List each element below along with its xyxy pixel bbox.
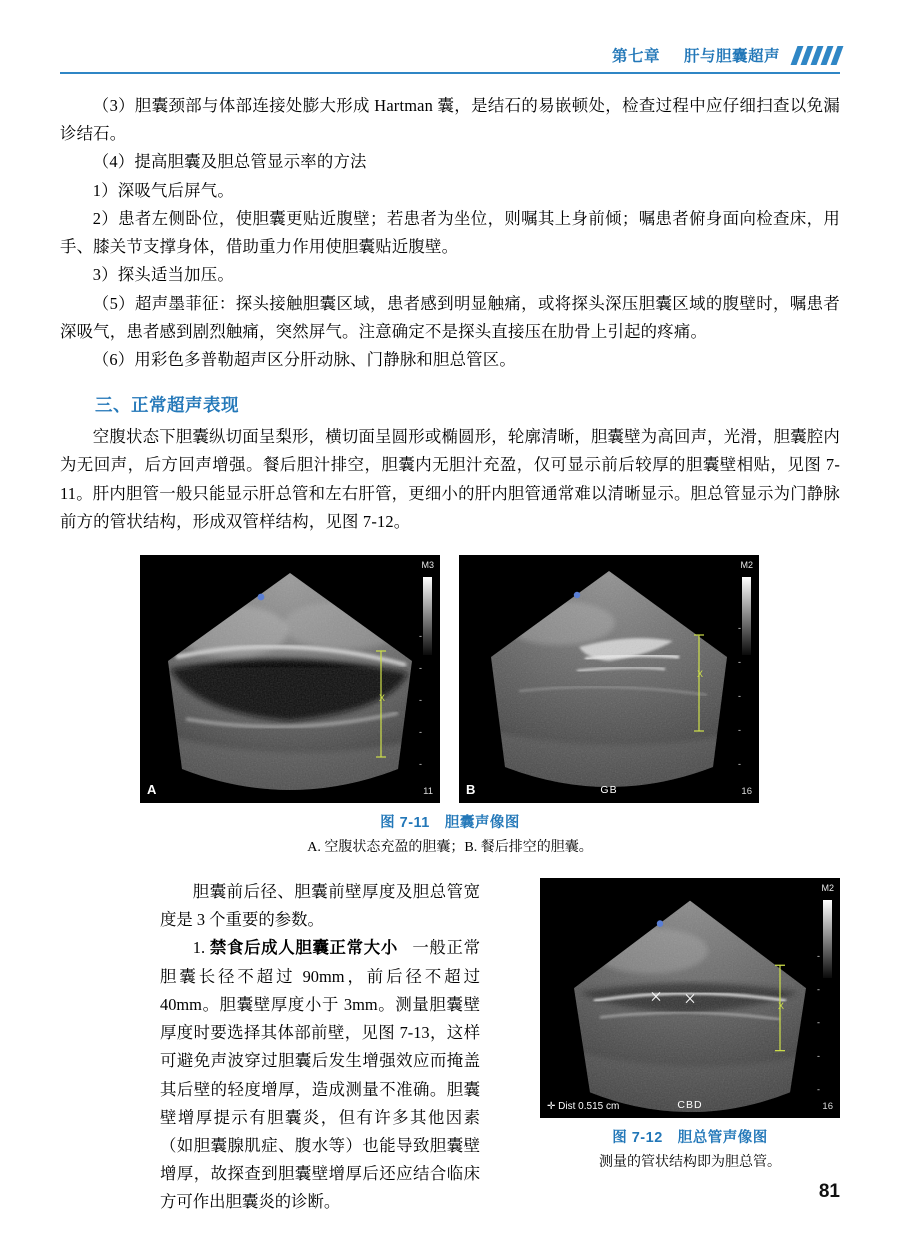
panel-b-anatomy-label: GB xyxy=(600,784,618,796)
grayscale-bar-b xyxy=(742,577,751,655)
ultrasound-render-c xyxy=(540,884,840,1118)
svg-text:-: - xyxy=(817,1084,820,1095)
paragraph-4-1: 1）深吸气后屏气。 xyxy=(92,180,234,200)
svg-text:-: - xyxy=(738,759,741,769)
ultrasound-render-b xyxy=(459,561,759,803)
item-body: 一般正常胆囊长径不超过 90mm，前后径不超过 40mm。胆囊壁厚度小于 3mm。测量胆囊壁厚度时要选择其体部前壁，见图 7-13，这样可避免声波穿过胆囊后发生增强效应而掩盖其后壁的轻度增厚，造成测量不准确。胆囊壁增厚提示有胆囊炎，但有许多其他因素（如胆囊腺肌症、腹水等）也能导致胆囊壁增厚，故探查到胆囊壁增厚后还应结合临床方可作出胆囊炎的诊断。 xyxy=(160,938,481,1212)
paragraph-3: （3）胆囊颈部与体部连接处膨大形成 Hartman 囊，是结石的易嵌顿处，检查过程中应仔细扫查以免漏诊结石。 xyxy=(60,96,840,144)
svg-text:-: - xyxy=(817,1050,820,1062)
figure-7-12-subcaption: 测量的管状结构即为胆总管。 xyxy=(599,1155,781,1170)
panel-a-label: A xyxy=(147,782,157,797)
svg-text:-: - xyxy=(419,727,422,737)
paragraph-4: （4）提高胆囊及胆总管显示率的方法 xyxy=(92,152,367,172)
svg-text:-: - xyxy=(419,631,422,641)
ultrasound-render-a xyxy=(140,561,440,803)
lower-left-text xyxy=(160,878,480,1217)
svg-text:-: - xyxy=(738,623,741,633)
ultrasound-image-c xyxy=(540,878,840,1118)
header-title: 肝与胆囊超声 xyxy=(683,48,780,65)
item-number: 1. xyxy=(192,938,206,958)
svg-text:-: - xyxy=(817,950,820,962)
panel-c-anatomy-label: CBD xyxy=(677,1099,703,1111)
ultrasound-image-b xyxy=(459,555,759,803)
figure-7-11-subcaption: A. 空腹状态充盈的胆囊；B. 餐后排空的胆囊。 xyxy=(307,840,593,855)
paragraph-6: （6）用彩色多普勒超声区分肝动脉、门静脉和胆总管区。 xyxy=(92,349,516,369)
svg-text:X: X xyxy=(379,693,386,703)
header-stripes-icon xyxy=(791,46,844,65)
paragraph-4-3: 3）探头适当加压。 xyxy=(92,265,234,285)
header-rule xyxy=(60,72,840,74)
svg-text:X: X xyxy=(697,669,704,679)
measurement-cursor-icon: ✛ xyxy=(547,1101,559,1112)
svg-text:X: X xyxy=(778,1000,784,1012)
svg-text:-: - xyxy=(419,695,422,705)
paragraph-4-2: 2）患者左侧卧位，使胆囊更贴近腹壁；若患者为坐位，则嘱其上身前倾；嘱患者俯身面向检查床，用手、膝关节支撑身体，借助重力作用使胆囊贴近腹壁。 xyxy=(60,208,840,257)
lower-item-1 xyxy=(160,934,480,1216)
paragraph-5: （5）超声墨菲征：探头接触胆囊区域，患者感到明显触痛，或将探头深压胆囊区域的腹壁时，嘱患者深吸气，患者感到剧烈触痛，突然屏气。注意确定不是探头直接压在肋骨上引起的疼痛。 xyxy=(60,293,840,341)
section-paragraph: 空腹状态下胆囊纵切面呈梨形，横切面呈圆形或椭圆形，轮廓清晰，胆囊壁为高回声，光滑，胆囊腔内为无回声，后方回声增强。餐后胆汁排空，胆囊内无胆汁充盈，仅可显示前后较厚的胆囊壁相贴，见图 7-11。肝内胆管一般只能显示肝总管和左右肝管，更细小的肝内胆管通常难以清晰显示。胆总管显示为门静脉前方的管状结构，形成双管样结构，见图 7-12。 xyxy=(60,427,840,531)
page-header xyxy=(612,44,840,66)
grayscale-bar-a xyxy=(423,577,432,655)
section-heading: 三、正常超声表现 xyxy=(95,395,239,416)
lower-paragraph-1: 胆囊前后径、胆囊前壁厚度及胆总管宽度是 3 个重要的参数。 xyxy=(160,882,480,930)
svg-text:-: - xyxy=(738,725,741,735)
header-chapter-label: 第七章 xyxy=(611,48,660,65)
svg-text:-: - xyxy=(738,657,741,667)
grayscale-bar-c xyxy=(823,900,832,978)
figure-7-12 xyxy=(540,878,840,1171)
svg-text:-: - xyxy=(817,984,820,995)
panel-a-bottom-right-label: 11 xyxy=(423,786,433,797)
svg-text:-: - xyxy=(419,663,422,673)
panel-b-bottom-right-label: 16 xyxy=(741,786,752,797)
svg-text:-: - xyxy=(738,691,741,701)
page-number: 81 xyxy=(818,1181,840,1202)
panel-b-label: B xyxy=(466,782,476,797)
figure-7-11 xyxy=(140,555,760,856)
measurement-value: Dist 0.515 cm xyxy=(558,1101,620,1112)
figure-7-11-caption: 图 7-11 胆囊声像图 xyxy=(380,815,520,831)
figure-7-12-caption: 图 7-12 胆总管声像图 xyxy=(612,1130,768,1146)
panel-b-top-right-label: M2 xyxy=(740,560,753,570)
item-title: 禁食后成人胆囊正常大小 xyxy=(209,938,398,958)
panel-a-top-right-label: M3 xyxy=(421,560,434,570)
ultrasound-image-a xyxy=(140,555,440,803)
svg-text:-: - xyxy=(817,1017,820,1028)
panel-c-top-right-label: M2 xyxy=(821,883,834,893)
panel-c-bottom-right-label: 16 xyxy=(822,1101,833,1112)
svg-text:-: - xyxy=(419,759,422,769)
panel-c-measurement xyxy=(547,1101,619,1112)
main-text-block xyxy=(60,92,840,536)
